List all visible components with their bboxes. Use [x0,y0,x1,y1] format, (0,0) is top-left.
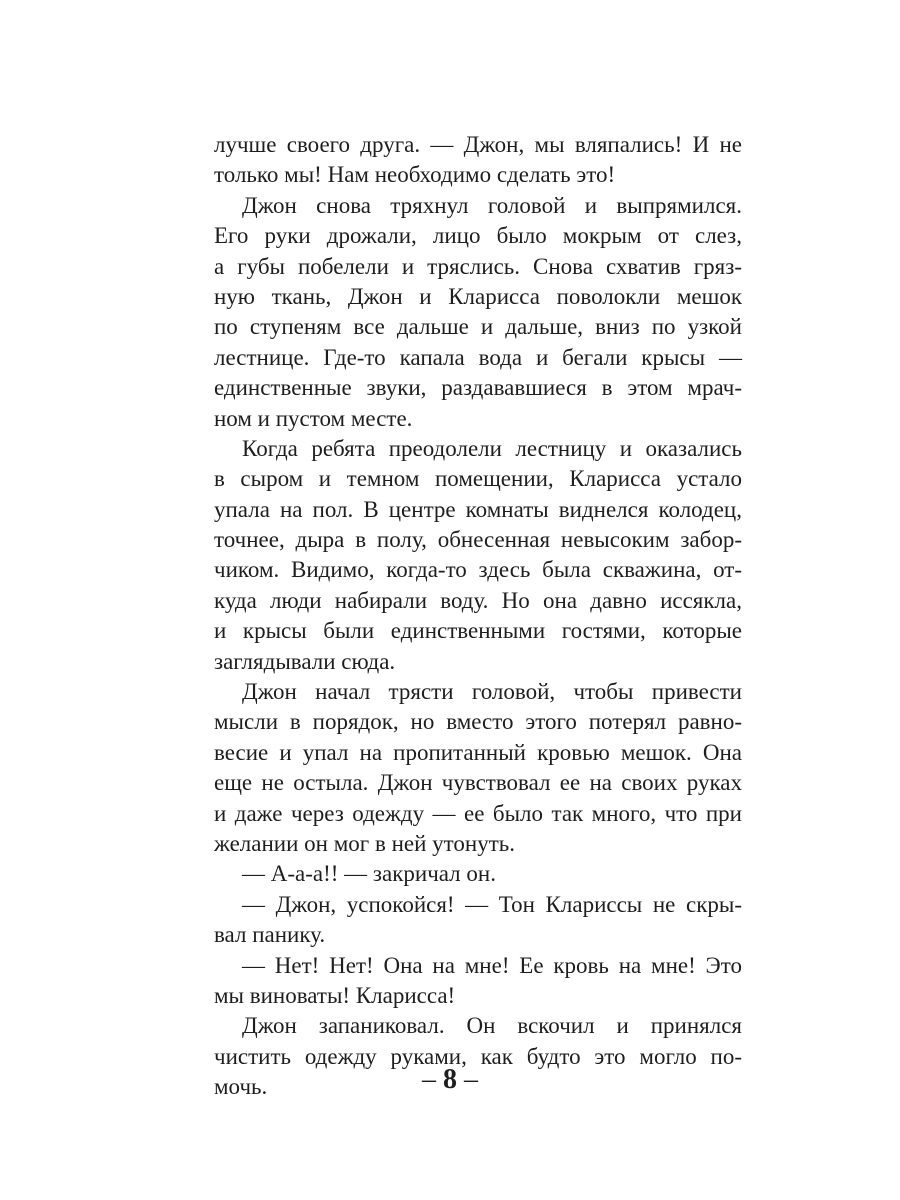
text-line: Джон запаниковал. Он вскочил и принялся [242,1013,742,1039]
text-line: лучше своего друга. — Джон, мы вляпались! И не [214,132,742,157]
text-line: куда люди набирали воду. Но она давно иссякла, [214,587,742,613]
text-line: упала на пол. В центре комнаты виднелся колодец, [214,496,742,522]
text-line: весие и упал на пропитанный кровью мешок. Она [214,739,742,765]
text-line: — Нет! Нет! Она на мне! Ее кровь на мне! Это [242,952,742,978]
text-line: Его руки дрожали, лицо было мокрым от слез, [214,223,742,249]
text-line: чиком. Видимо, когда-то здесь была скважина, от- [214,557,742,583]
text-line: мы виноваты! Кларисса! [214,982,456,1008]
text-line: точнее, дыра в полу, обнесенная невысоким забор- [214,527,742,553]
text-line: Джон начал трясти головой, чтобы привести [242,679,742,705]
text-line: по ступеням все дальше и дальше, вниз по узкой [214,314,742,340]
text-line: — А-а-а!! — закричал он. [242,861,496,887]
page-number [0,1063,900,1097]
text-line: только мы! Нам необходимо сделать это! [214,162,616,188]
text-line: мысли в порядок, но вместо этого потерял равно- [214,709,742,735]
text-line: единственные звуки, раздававшиеся в этом мрач- [214,375,742,401]
text-line: вал панику. [214,922,326,948]
page-number-value: 8 [443,1064,457,1095]
text-line: лестнице. Где-то капала вода и бегали крысы — [214,344,742,370]
text-line: чистить одежду руками, как будто это могло по- [214,1043,742,1069]
text-line: а губы побелели и тряслись. Снова схватив гряз- [214,253,742,279]
text-line: в сыром и темном помещении, Кларисса устало [214,466,742,492]
page-number-left-dash: – [422,1064,436,1095]
page-number-right-dash: – [464,1064,478,1095]
text-line: ную ткань, Джон и Кларисса поволокли мешок [214,283,742,309]
text-line: заглядывали сюда. [214,648,396,674]
text-line: желании он мог в ней утонуть. [214,830,515,856]
body-text [214,130,742,1103]
text-line: — Джон, успокойся! — Тон Клариссы не скры- [242,891,742,917]
text-line: ном и пустом месте. [214,405,413,431]
text-line: Когда ребята преодолели лестницу и оказались [242,435,742,461]
text-line: мочь. [214,1074,268,1100]
text-line: Джон снова тряхнул головой и выпрямился. [242,192,742,218]
text-line: еще не остыла. Джон чувствовал ее на своих руках [214,770,742,796]
text-line: и даже через одежду — ее было так много, что при [214,800,742,826]
text-line: и крысы были единственными гостями, которые [214,618,742,644]
